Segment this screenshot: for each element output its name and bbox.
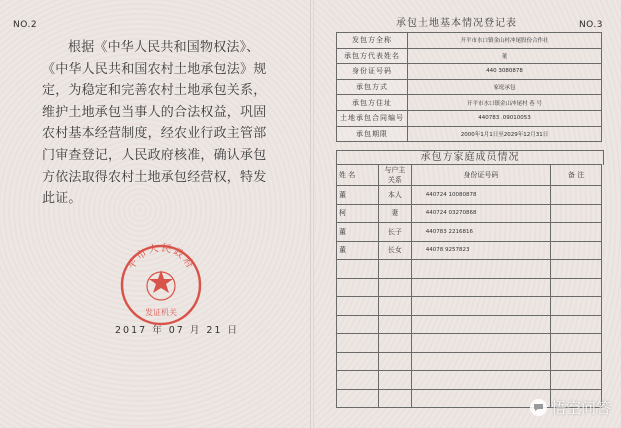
member-note — [551, 204, 602, 223]
member-name — [337, 260, 379, 279]
member-name — [337, 371, 379, 390]
family-header-cell: 备 注 — [551, 165, 602, 186]
member-relation: 长子 — [378, 223, 411, 242]
member-note — [551, 241, 602, 260]
land-registration-table — [336, 32, 602, 142]
member-note — [551, 315, 602, 334]
family-member-row — [337, 260, 602, 279]
family-header-cell: 身份证号码 — [411, 165, 550, 186]
member-relation — [378, 297, 411, 316]
member-note — [551, 223, 602, 242]
member-relation: 妻 — [378, 204, 411, 223]
member-relation — [378, 352, 411, 371]
family-header-cell: 姓 名 — [337, 165, 379, 186]
member-note — [551, 260, 602, 279]
registration-value: 董 — [408, 48, 602, 64]
member-name: 董 — [337, 186, 379, 205]
registration-row — [337, 33, 602, 49]
family-header-row — [337, 165, 602, 186]
right-page-number: NO.3 — [578, 20, 603, 30]
member-note — [551, 278, 602, 297]
family-member-row — [337, 334, 602, 353]
member-name: 董 — [337, 223, 379, 242]
member-name — [337, 334, 379, 353]
seal-bottom-text: 发证机关 — [145, 308, 177, 317]
watermark — [530, 397, 611, 418]
registration-label: 土地承包合同编号 — [337, 110, 408, 126]
registration-table-title: 承包土地基本情况登记表 — [396, 18, 517, 29]
member-relation — [378, 315, 411, 334]
emblem-star-icon — [149, 270, 173, 293]
registration-row — [337, 95, 602, 111]
registration-row — [337, 48, 602, 64]
registration-row — [337, 110, 602, 126]
family-member-row — [337, 204, 602, 223]
watermark-text: 悟空问答 — [550, 399, 611, 417]
family-member-row — [337, 186, 602, 205]
registration-label: 发包方全称 — [337, 33, 408, 49]
member-note — [551, 186, 602, 205]
member-name — [337, 352, 379, 371]
family-member-row — [337, 352, 602, 371]
member-name — [337, 315, 379, 334]
certificate-decree — [42, 37, 274, 210]
registration-value: 开平市水口镇金山村冲尾股份合作社 — [408, 33, 602, 49]
registration-value: 开平市水口镇金山冲尾村 巷 号 — [408, 95, 602, 111]
family-member-row — [337, 223, 602, 242]
family-member-row — [337, 241, 602, 260]
registration-label: 身份证号码 — [337, 64, 408, 80]
registration-label: 承包方式 — [337, 79, 408, 95]
member-id-number — [411, 297, 550, 316]
government-seal — [118, 242, 204, 328]
registration-value: 2000年1月1日至2029年12月31日 — [408, 126, 602, 142]
left-page-number: NO.2 — [13, 20, 38, 30]
registration-row — [337, 126, 602, 142]
member-name — [337, 389, 379, 408]
family-member-row — [337, 278, 602, 297]
decree-text: 根据《中华人民共和国物权法》、《中华人民共和国农村土地承包法》规定，为稳定和完善农村土地承包关系，维护土地承包当事人的合法权益，巩固农村基本经营制度，经农业行政主管部门审查登记，人民政府核准，确认承包方依法取得农村土地承包经营权，特发此证。 — [42, 40, 267, 207]
page-fold — [310, 0, 314, 428]
member-note — [551, 297, 602, 316]
member-relation — [378, 260, 411, 279]
registration-label: 承包方住址 — [337, 95, 408, 111]
member-note — [551, 352, 602, 371]
member-id-number — [411, 334, 550, 353]
seal-ring-text: 平市人民政府 — [125, 242, 197, 272]
member-id-number: 440783 2216816 — [411, 223, 550, 242]
member-name — [337, 278, 379, 297]
registration-value: 家庭承包 — [408, 79, 602, 95]
chat-bubble-icon — [530, 399, 547, 416]
member-name: 柯 — [337, 204, 379, 223]
member-id-number: 440724 03270868 — [411, 204, 550, 223]
member-name: 董 — [337, 241, 379, 260]
family-members-table — [336, 164, 602, 408]
registration-label: 承包方代表姓名 — [337, 48, 408, 64]
registration-row — [337, 64, 602, 80]
family-members-title: 承包方家庭成员情况 — [336, 150, 604, 165]
registration-value: 440783 .09010053 — [408, 110, 602, 126]
member-id-number — [411, 260, 550, 279]
family-member-row — [337, 315, 602, 334]
member-note — [551, 334, 602, 353]
registration-label: 承包期限 — [337, 126, 408, 142]
member-relation: 长女 — [378, 241, 411, 260]
member-id-number — [411, 371, 550, 390]
member-relation — [378, 278, 411, 297]
member-note — [551, 371, 602, 390]
member-id-number: 440724 10080878 — [411, 186, 550, 205]
family-member-row — [337, 371, 602, 390]
member-relation — [378, 334, 411, 353]
member-id-number: 44078 9257823 — [411, 241, 550, 260]
member-id-number — [411, 278, 550, 297]
member-relation — [378, 371, 411, 390]
member-relation: 本人 — [378, 186, 411, 205]
family-member-row — [337, 297, 602, 316]
member-id-number — [411, 315, 550, 334]
registration-row — [337, 79, 602, 95]
member-name — [337, 297, 379, 316]
member-relation — [378, 389, 411, 408]
issue-date: 2017 年 07 月 21 日 — [115, 325, 239, 336]
registration-value: 440 3080878 — [408, 64, 602, 80]
member-id-number — [411, 352, 550, 371]
family-header-cell: 与户主关系 — [378, 165, 411, 186]
